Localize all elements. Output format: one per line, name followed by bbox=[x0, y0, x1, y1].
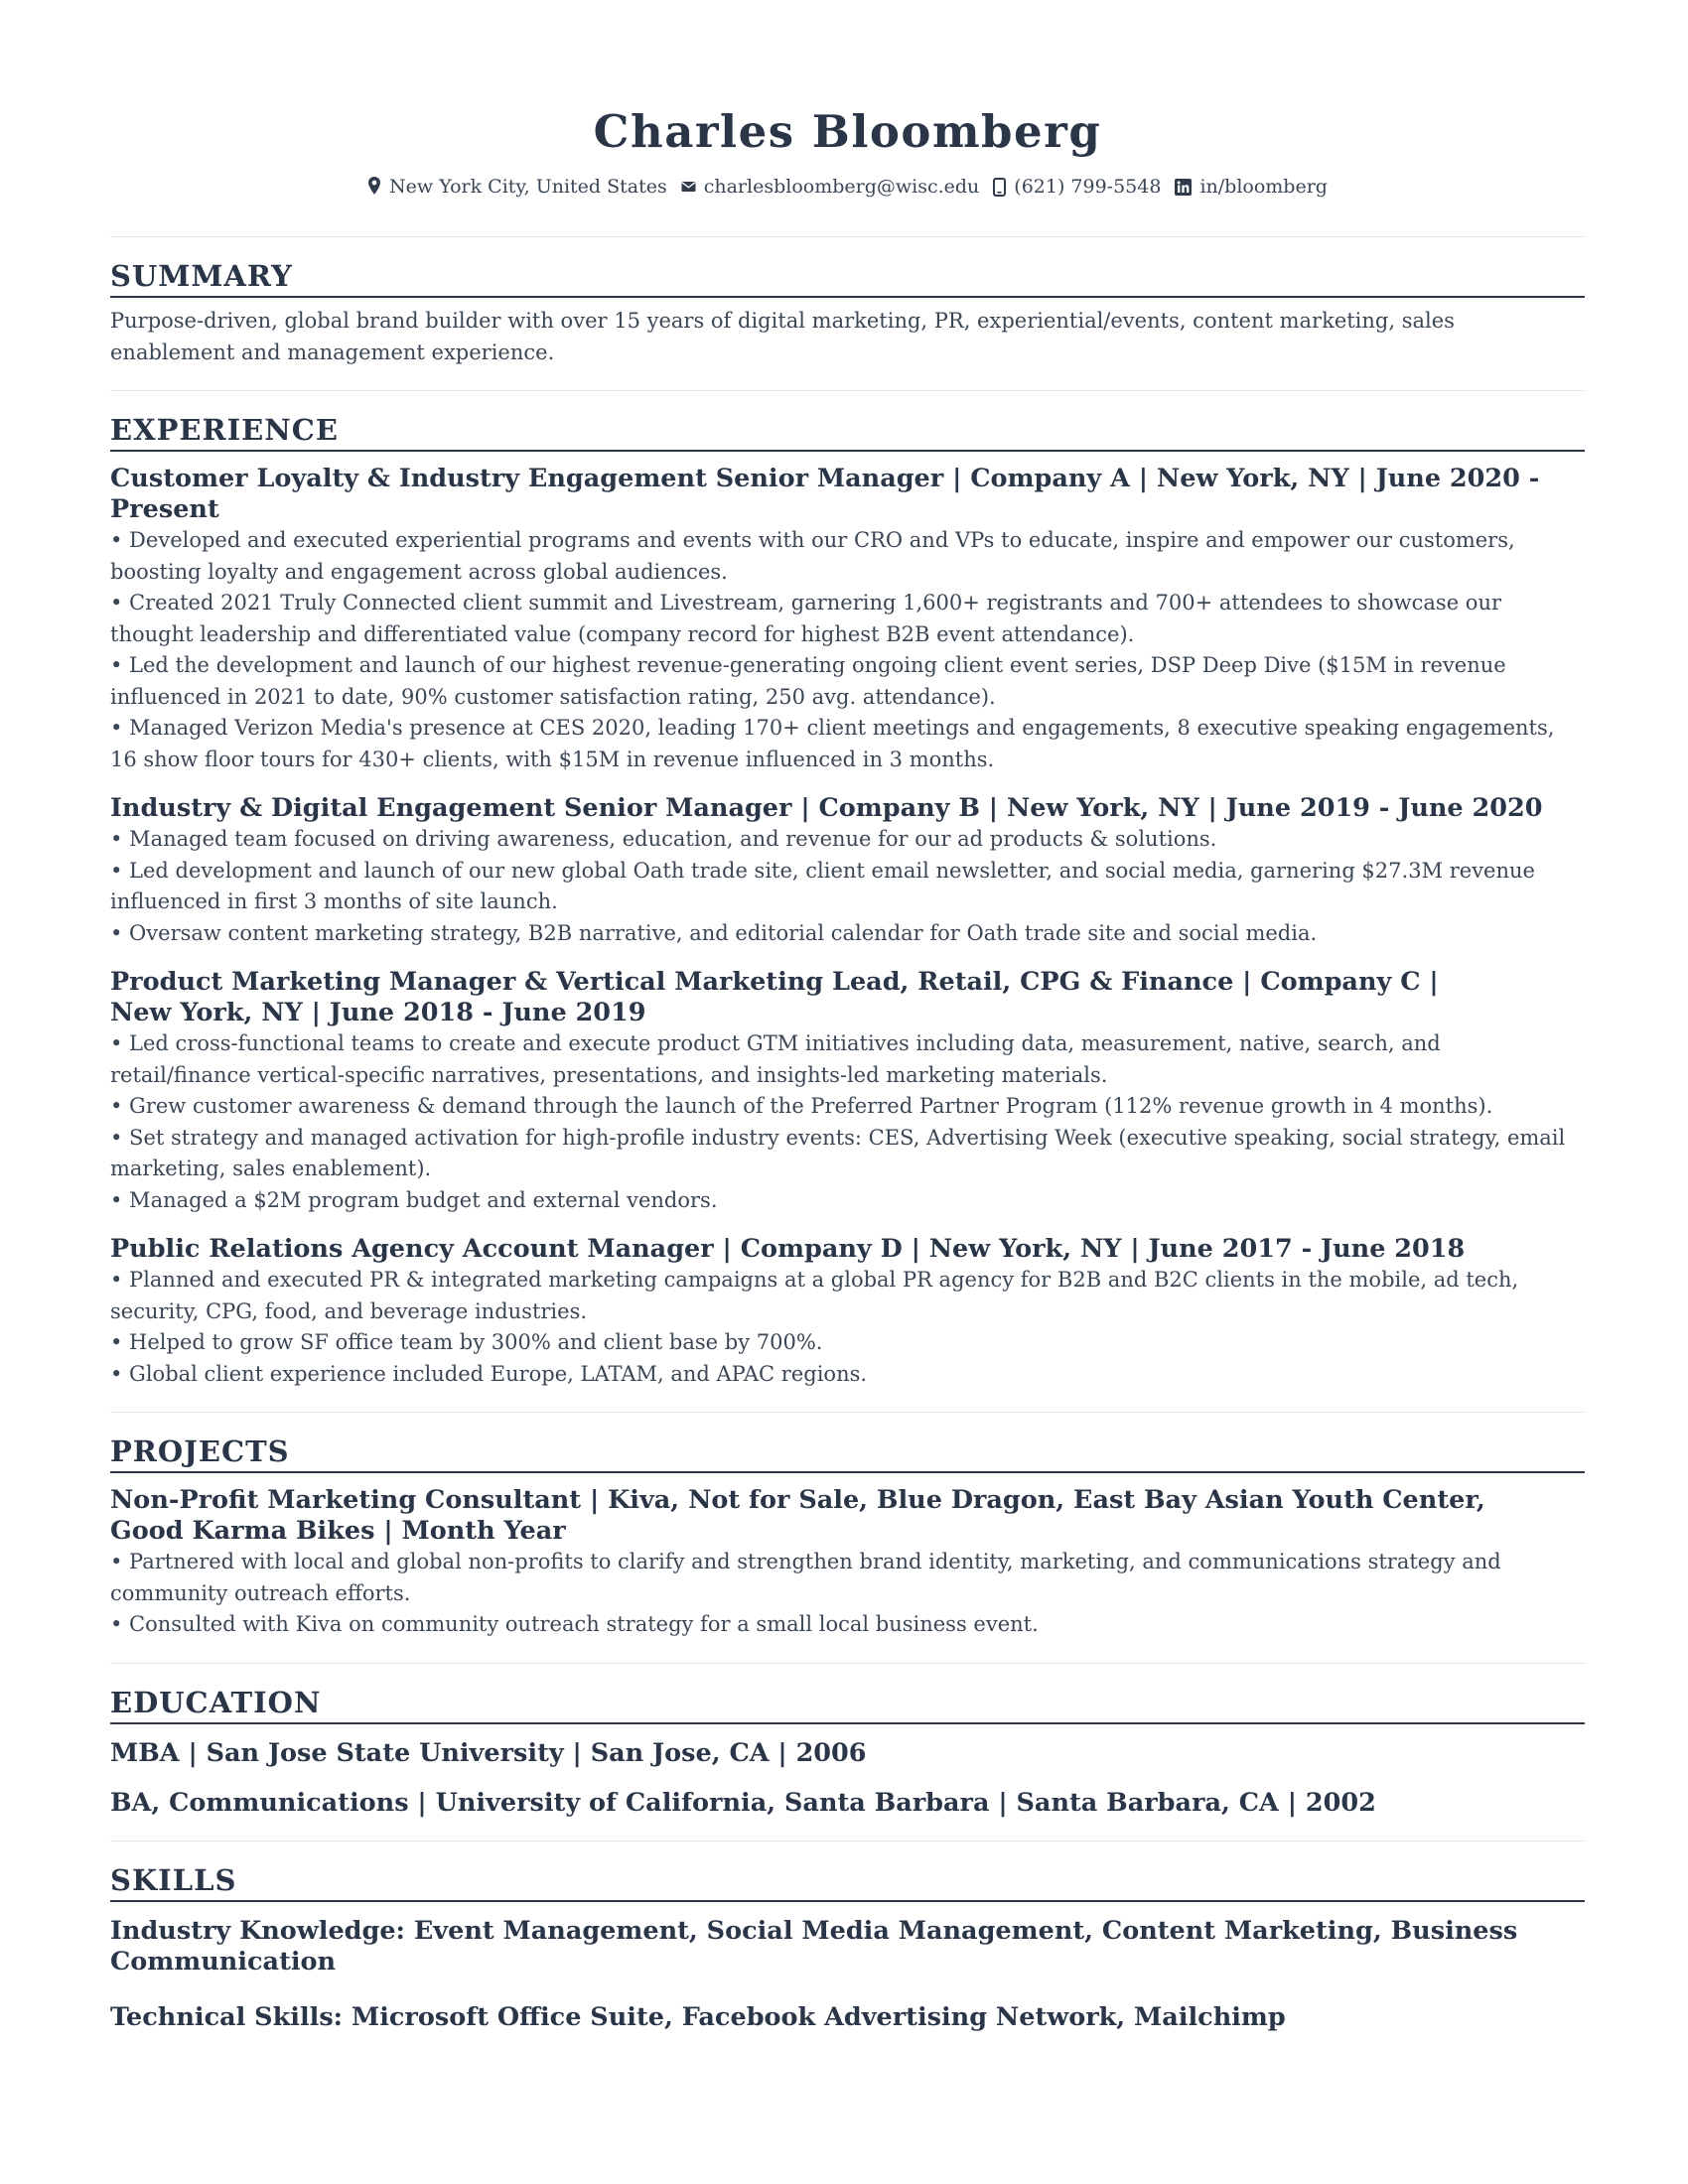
experience-entry bbox=[110, 793, 1585, 949]
resume-page bbox=[110, 0, 1585, 2033]
experience-bullet: • Led cross-functional teams to create and execute product GTM initiatives including data, measurement, native, search, and retail/finance vertical-specific narratives, presentations, and insights-led marketing materials. bbox=[110, 1031, 1441, 1087]
experience-entry-title: Public Relations Agency Account Manager | Company D | New York, NY | June 2017 - June 2018 bbox=[110, 1234, 1466, 1264]
experience-bullet: • Set strategy and managed activation for high-profile industry events: CES, Advertising Week (executive speaking, social strategy, email marketing, sales enablement). bbox=[110, 1125, 1566, 1180]
summary-section bbox=[110, 259, 1585, 368]
experience-bullet: • Managed a $2M program budget and external vendors. bbox=[110, 1187, 718, 1212]
education-entry: BA, Communications | University of California, Santa Barbara | Santa Barbara, CA | 2002 bbox=[110, 1787, 1376, 1818]
experience-entry bbox=[110, 1234, 1585, 1390]
project-bullet: • Consulted with Kiva on community outreach strategy for a small local business event. bbox=[110, 1612, 1039, 1636]
education-entry: MBA | San Jose State University | San Jose, CA | 2006 bbox=[110, 1737, 867, 1768]
experience-bullet: • Oversaw content marketing strategy, B2B narrative, and editorial calendar for Oath trade site and social media. bbox=[110, 920, 1318, 945]
location-pin-icon bbox=[367, 176, 381, 198]
contact-email[interactable] bbox=[681, 176, 980, 198]
experience-bullet: • Global client experience included Europe, LATAM, and APAC regions. bbox=[110, 1361, 868, 1386]
experience-heading: EXPERIENCE bbox=[110, 413, 1585, 452]
projects-section bbox=[110, 1434, 1585, 1641]
experience-bullet: • Led development and launch of our new global Oath trade site, client email newsletter, and social media, garnering $27.3M revenue influenced in first 3 months of site launch. bbox=[110, 858, 1535, 913]
skill-line: Technical Skills: Microsoft Office Suite, Facebook Advertising Network, Mailchimp bbox=[110, 2001, 1286, 2032]
section-divider bbox=[110, 390, 1585, 391]
experience-bullet: • Helped to grow SF office team by 300% and client base by 700%. bbox=[110, 1330, 823, 1354]
experience-bullet: • Developed and executed experiential programs and events with our CRO and VPs to educate, inspire and empower our customers, boosting loyalty and engagement across global audiences. bbox=[110, 528, 1515, 584]
linkedin-icon bbox=[1175, 179, 1192, 196]
experience-section bbox=[110, 413, 1585, 1390]
experience-entry-title: Customer Loyalty & Industry Engagement Senior Manager | Company A | New York, NY | June 2020 - Present bbox=[110, 464, 1540, 524]
project-entry bbox=[110, 1485, 1585, 1641]
experience-entry bbox=[110, 464, 1585, 775]
project-bullet: • Partnered with local and global non-profits to clarify and strengthen brand identity, marketing, and communications strategy and community outreach efforts. bbox=[110, 1550, 1501, 1605]
section-divider bbox=[110, 1841, 1585, 1842]
experience-bullet: • Managed team focused on driving awareness, education, and revenue for our ad products & solutions. bbox=[110, 827, 1217, 851]
section-divider bbox=[110, 1412, 1585, 1413]
skills-heading: SKILLS bbox=[110, 1863, 1585, 1902]
skills-section bbox=[110, 1863, 1585, 2033]
contact-phone[interactable] bbox=[993, 176, 1161, 198]
projects-heading: PROJECTS bbox=[110, 1434, 1585, 1473]
summary-heading: SUMMARY bbox=[110, 259, 1585, 298]
skill-line: Industry Knowledge: Event Management, Social Media Management, Content Marketing, Business Communication bbox=[110, 1915, 1518, 1977]
email-text[interactable]: charlesbloomberg@wisc.edu bbox=[703, 176, 980, 198]
section-divider bbox=[110, 236, 1585, 237]
experience-bullet: • Created 2021 Truly Connected client summit and Livestream, garnering 1,600+ registrants and 700+ attendees to showcase our thought leadership and differentiated value (company record for highest B2B event attendance). bbox=[110, 591, 1502, 646]
experience-bullet: • Led the development and launch of our highest revenue-generating ongoing client event series, DSP Deep Dive ($15M in revenue influenced in 2021 to date, 90% customer satisfaction rating, 250 avg. attendance). bbox=[110, 653, 1506, 709]
experience-bullet: • Grew customer awareness & demand through the launch of the Preferred Partner Program (112% revenue growth in 4 months). bbox=[110, 1094, 1493, 1118]
contact-location bbox=[367, 176, 667, 198]
experience-entry-title: Industry & Digital Engagement Senior Manager | Company B | New York, NY | June 2019 - June 2020 bbox=[110, 793, 1543, 823]
project-entry-title: Non-Profit Marketing Consultant | Kiva, Not for Sale, Blue Dragon, East Bay Asian Youth Center, Good Karma Bikes | Month Year bbox=[110, 1485, 1485, 1546]
experience-entry-title: Product Marketing Manager & Vertical Marketing Lead, Retail, CPG & Finance | Company C | New York, NY | June 2018 - June 2019 bbox=[110, 967, 1439, 1027]
section-divider bbox=[110, 1663, 1585, 1664]
experience-entry bbox=[110, 967, 1585, 1216]
location-text: New York City, United States bbox=[389, 176, 667, 198]
education-heading: EDUCATION bbox=[110, 1686, 1585, 1724]
experience-bullet: • Planned and executed PR & integrated marketing campaigns at a global PR agency for B2B and B2C clients in the mobile, ad tech, security, CPG, food, and beverage industries. bbox=[110, 1268, 1519, 1323]
education-section bbox=[110, 1686, 1585, 1819]
contact-linkedin[interactable] bbox=[1175, 176, 1328, 198]
summary-text: Purpose-driven, global brand builder with over 15 years of digital marketing, PR, experiential/events, content marketing, sales enablement and management experience. bbox=[110, 309, 1455, 364]
phone-text[interactable]: (621) 799-5548 bbox=[1014, 176, 1162, 198]
contact-bar bbox=[110, 176, 1585, 198]
experience-bullet: • Managed Verizon Media's presence at CES 2020, leading 170+ client meetings and engagements, 8 executive speaking engagements, 16 show floor tours for 430+ clients, with $15M in revenue influenced in 3 months. bbox=[110, 716, 1555, 771]
phone-icon bbox=[993, 178, 1006, 197]
linkedin-text[interactable]: in/bloomberg bbox=[1199, 176, 1328, 198]
candidate-name: Charles Bloomberg bbox=[593, 105, 1102, 158]
envelope-icon bbox=[681, 181, 696, 193]
